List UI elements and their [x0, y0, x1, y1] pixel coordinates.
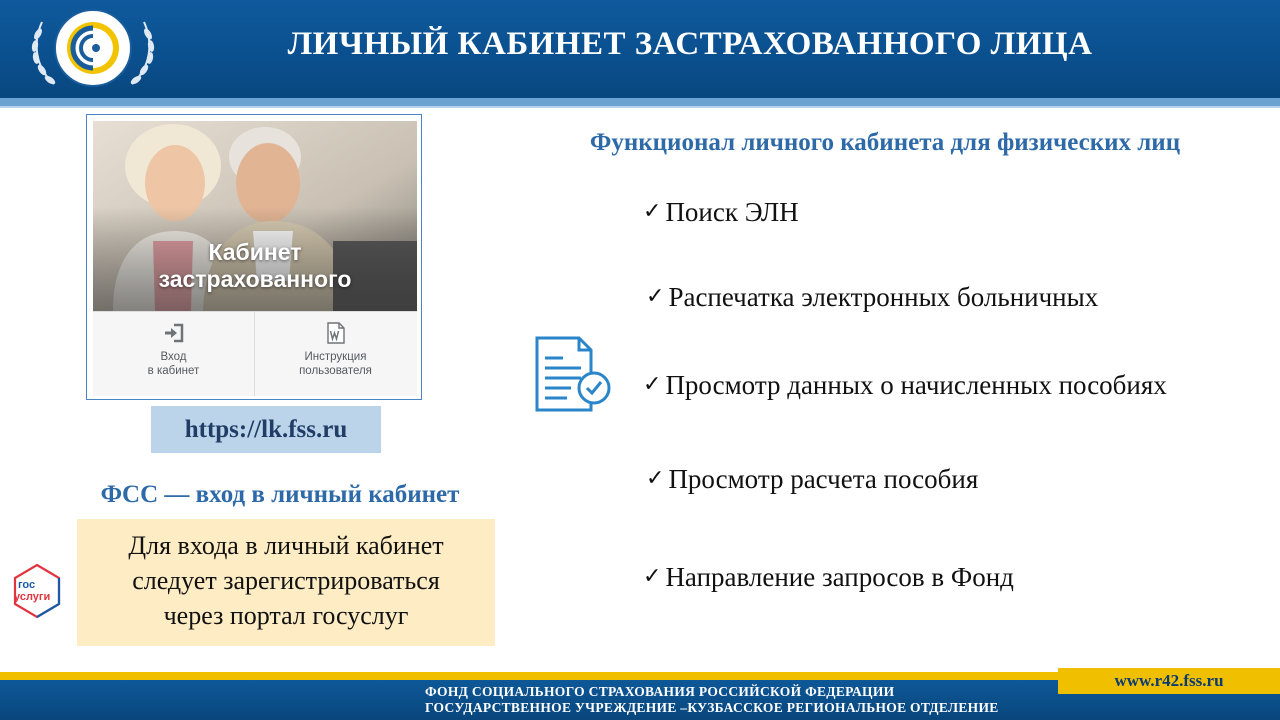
gosuslugi-info-line1: Для входа в личный кабинет	[128, 531, 444, 560]
check-icon: ✓	[643, 199, 662, 224]
manual-label-line1: Инструкция	[304, 351, 367, 363]
feature-label: Просмотр расчета пособия	[668, 464, 979, 494]
feature-item	[643, 197, 799, 228]
login-label-line1: Вход	[160, 351, 187, 363]
feature-label: Распечатка электронных больничных	[668, 282, 1099, 312]
website-link[interactable]: www.r42.fss.ru	[1058, 668, 1280, 694]
user-manual-button[interactable]	[255, 312, 416, 396]
feature-label: Поиск ЭЛН	[665, 197, 799, 227]
check-icon: ✓	[643, 372, 662, 397]
word-document-icon	[325, 322, 347, 344]
footer-org-name: ФОНД СОЦИАЛЬНОГО СТРАХОВАНИЯ РОССИЙСКОЙ ФЕДЕРАЦИИ	[425, 684, 895, 699]
header-stripe-light	[0, 106, 1280, 108]
cabinet-photo	[93, 121, 417, 311]
feature-item	[643, 562, 1014, 593]
feature-item	[643, 370, 1167, 401]
cabinet-caption-line1: Кабинет	[208, 239, 302, 265]
cabinet-buttons	[93, 311, 417, 396]
gosuslugi-logo-line1: гос	[18, 579, 36, 591]
cabinet-card	[86, 114, 422, 400]
feature-label: Направление запросов в Фонд	[665, 562, 1014, 592]
check-icon: ✓	[646, 466, 665, 491]
feature-label: Просмотр данных о начисленных пособиях	[665, 370, 1167, 400]
cabinet-url-link[interactable]: https://lk.fss.ru	[151, 406, 381, 453]
manual-label-line2: пользователя	[299, 365, 372, 377]
footer-org-branch: ГОСУДАРСТВЕННОЕ УЧРЕЖДЕНИЕ –КУЗБАССКОЕ РЕГИОНАЛЬНОЕ ОТДЕЛЕНИЕ	[425, 700, 999, 715]
page-title: ЛИЧНЫЙ КАБИНЕТ ЗАСТРАХОВАННОГО ЛИЦА	[287, 26, 1093, 62]
document-check-icon	[533, 336, 613, 414]
gosuslugi-info-line2: следует зарегистрироваться	[132, 566, 440, 595]
cabinet-caption-line2: застрахованного	[158, 266, 352, 292]
header-stripe	[0, 98, 1280, 106]
gosuslugi-info-box	[77, 519, 495, 646]
login-label-line2: в кабинет	[147, 365, 200, 377]
feature-item	[646, 282, 1098, 313]
functions-heading: Функционал личного кабинета для физических лиц	[589, 129, 1181, 156]
feature-item	[646, 464, 978, 495]
fss-emblem-icon	[24, 4, 162, 94]
sign-in-icon	[163, 322, 185, 344]
gosuslugi-logo	[8, 562, 66, 620]
check-icon: ✓	[643, 564, 662, 589]
fss-login-heading: ФСС — вход в личный кабинет	[100, 481, 460, 508]
check-icon: ✓	[646, 284, 665, 309]
login-button[interactable]	[93, 312, 255, 396]
gosuslugi-logo-line2: услуги	[14, 591, 51, 603]
cabinet-caption	[93, 239, 417, 293]
gosuslugi-info-line3: через портал госуслуг	[163, 601, 409, 630]
